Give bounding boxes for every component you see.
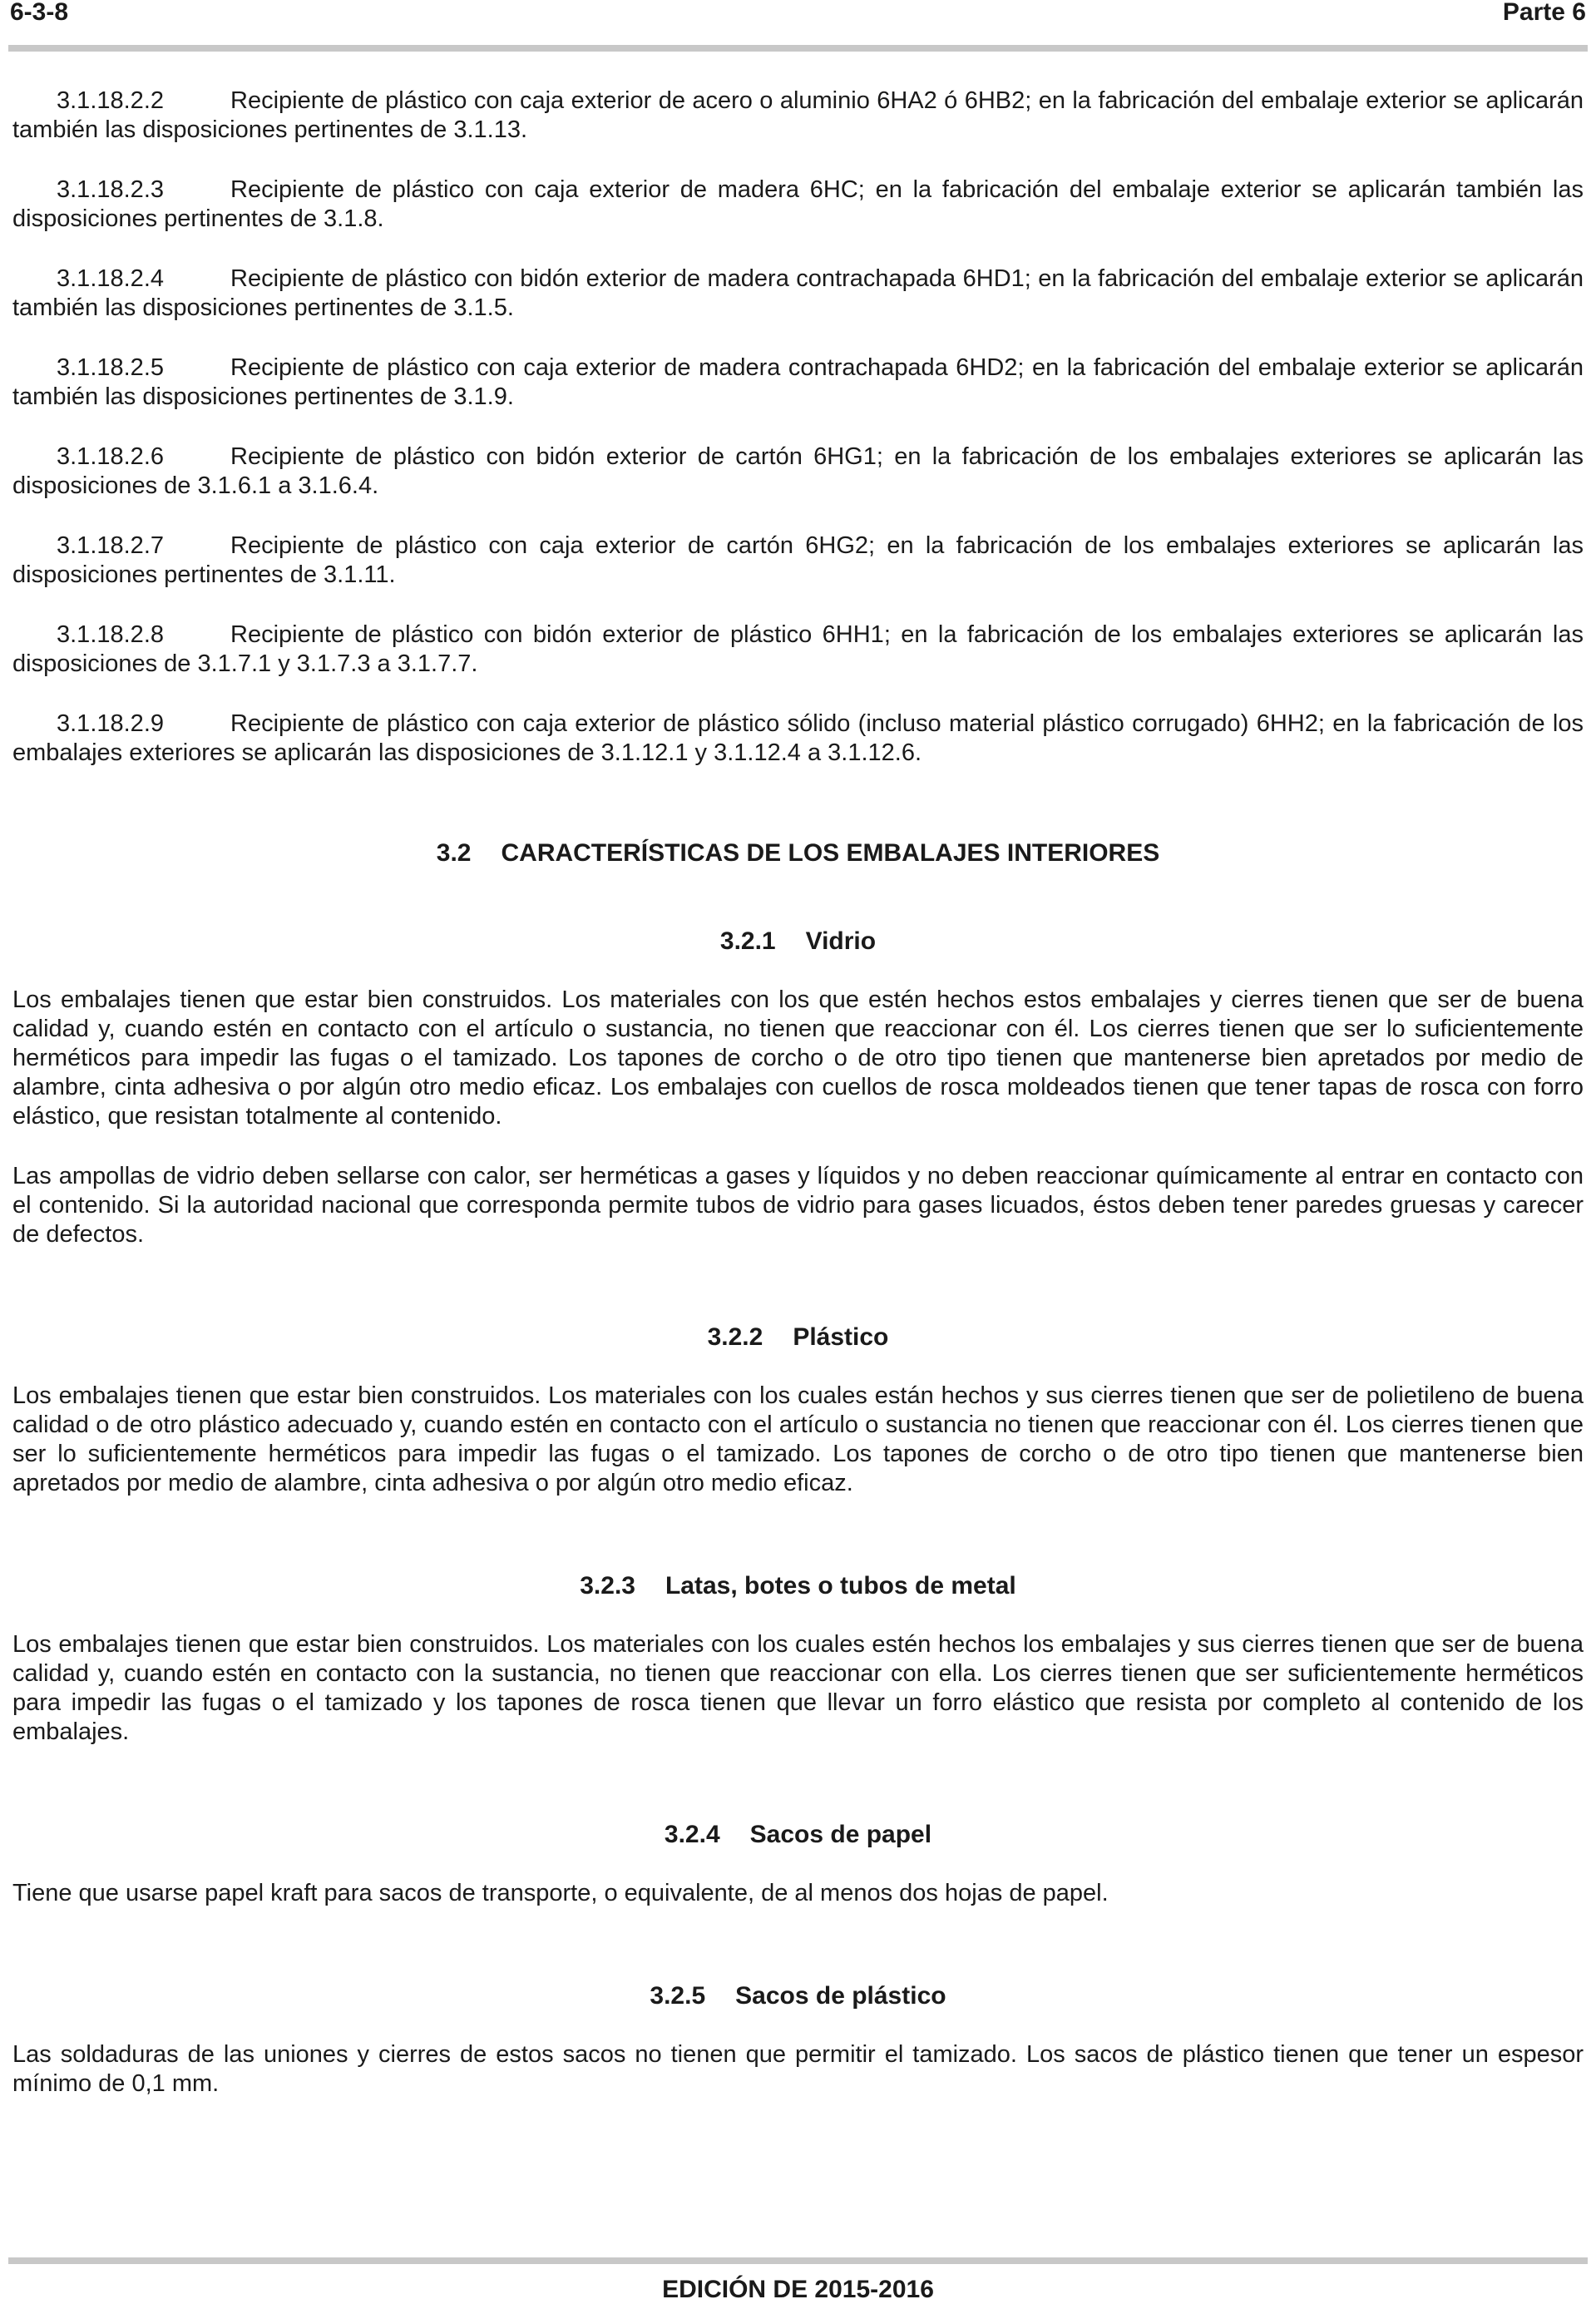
numbered-paragraph — [12, 532, 1584, 590]
section-title: CARACTERÍSTICAS DE LOS EMBALAJES INTERIORES — [501, 839, 1160, 867]
paragraph-number: 3.1.18.2.7 — [57, 532, 164, 559]
paragraph-number: 3.1.18.2.4 — [57, 265, 164, 292]
subsection-heading — [12, 1323, 1584, 1352]
paragraph-text: Recipiente de plástico con caja exterior de madera contrachapada 6HD2; en la fabricación del embalaje exterior se aplicarán también las disposiciones pertinentes de 3.1.9. — [12, 354, 1584, 410]
numbered-paragraph — [12, 443, 1584, 501]
numbered-paragraph — [12, 710, 1584, 768]
subsection-number: 3.2.4 — [664, 1821, 720, 1848]
subsection-number: 3.2.1 — [719, 927, 776, 955]
subsection-number: 3.2.2 — [707, 1323, 763, 1351]
numbered-paragraph — [12, 176, 1584, 234]
body-paragraph: Los embalajes tienen que estar bien construidos. Los materiales con los cuales estén hechos los embalajes y sus cierres tienen que ser de buena calidad y, cuando estén en contacto con la sustancia, no tienen que reaccionar con ella. Los cierres tienen que ser suficientemente herméticos para impedir las fugas o el tamizado y los tapones de rosca tienen que llevar un forro elástico que resista por completo al contenido de los embalajes. — [12, 1631, 1584, 1745]
paragraph-text: Recipiente de plástico con caja exterior de cartón 6HG2; en la fabricación de los embalajes exteriores se aplicarán las disposiciones pertinentes de 3.1.11. — [12, 532, 1584, 588]
page-number: 6-3-8 — [10, 0, 69, 26]
paragraph-text: Recipiente de plástico con bidón exterior de plástico 6HH1; en la fabricación de los embalajes exteriores se aplicarán las disposiciones de 3.1.7.1 y 3.1.7.3 a 3.1.7.7. — [12, 621, 1584, 677]
subsection-number: 3.2.5 — [650, 1982, 706, 2010]
subsection-number: 3.2.3 — [580, 1572, 635, 1599]
paragraph-number: 3.1.18.2.5 — [57, 354, 164, 381]
header-rule — [8, 45, 1588, 52]
paragraph-text: Recipiente de plástico con caja exterior de plástico sólido (incluso material plástico corrugado) 6HH2; en la fabricación de los embalajes exteriores se aplicarán las disposiciones de 3.1.12.1 y 3.1.12.4 a 3.1.12.6. — [12, 710, 1584, 766]
body-paragraph: Tiene que usarse papel kraft para sacos de transporte, o equivalente, de al menos dos hojas de papel. — [12, 1880, 1109, 1906]
section-number: 3.2 — [436, 839, 472, 867]
subsection-title: Latas, botes o tubos de metal — [665, 1572, 1016, 1599]
paragraph-number: 3.1.18.2.2 — [57, 87, 164, 114]
paragraph-text: Recipiente de plástico con caja exterior de acero o aluminio 6HA2 ó 6HB2; en la fabricación del embalaje exterior se aplicarán también las disposiciones pertinentes de 3.1.13. — [12, 87, 1584, 143]
part-label: Parte 6 — [1502, 0, 1586, 26]
paragraph-text: Recipiente de plástico con bidón exterior de madera contrachapada 6HD1; en la fabricación del embalaje exterior se aplicarán también las disposiciones pertinentes de 3.1.5. — [12, 265, 1584, 321]
numbered-paragraph — [12, 354, 1584, 412]
numbered-paragraph — [12, 265, 1584, 323]
subsection-heading — [12, 1571, 1584, 1601]
body-paragraph: Los embalajes tienen que estar bien construidos. Los materiales con los que estén hechos estos embalajes y cierres tienen que ser de buena calidad y, cuando estén en contacto con el artículo o sustancia, no tienen que reaccionar con él. Los cierres tienen que ser lo suficientemente herméticos para impedir las fugas o el tamizado. Los tapones de corcho o de otro tipo tienen que mantenerse bien apretados por medio de alambre, cinta adhesiva o por algún otro medio eficaz. Los embalajes con cuellos de rosca moldeados tienen que tener tapas de rosca con forro elástico, que resistan totalmente al contenido. — [12, 986, 1584, 1130]
section-heading — [12, 838, 1584, 868]
subsection-heading — [12, 1820, 1584, 1850]
body-paragraph: Las soldaduras de las uniones y cierres de estos sacos no tienen que permitir el tamizado. Los sacos de plástico tienen que tener un espesor mínimo de 0,1 mm. — [12, 2041, 1584, 2097]
paragraph-number: 3.1.18.2.3 — [57, 176, 164, 203]
edition-footer: EDICIÓN DE 2015-2016 — [662, 2276, 934, 2303]
subsection-title: Sacos de plástico — [735, 1982, 946, 2010]
paragraph-number: 3.1.18.2.6 — [57, 443, 164, 470]
numbered-paragraph — [12, 87, 1584, 145]
page-header — [10, 0, 1586, 37]
paragraph-text: Recipiente de plástico con caja exterior de madera 6HC; en la fabricación del embalaje exterior se aplicarán también las disposiciones pertinentes de 3.1.8. — [12, 176, 1584, 232]
body-paragraph: Las ampollas de vidrio deben sellarse con calor, ser herméticas a gases y líquidos y no deben reaccionar químicamente al entrar en contacto con el contenido. Si la autoridad nacional que corresponda permite tubos de vidrio para gases licuados, éstos deben tener paredes gruesas y carecer de defectos. — [12, 1163, 1584, 1248]
subsection-title: Sacos de papel — [749, 1821, 932, 1848]
subsection-heading — [12, 1981, 1584, 2011]
body-paragraph: Los embalajes tienen que estar bien construidos. Los materiales con los cuales están hechos y sus cierres tienen que ser de polietileno de buena calidad o de otro plástico adecuado y, cuando estén en contacto con el artículo o sustancia no tienen que reaccionar con él. Los cierres tienen que ser lo suficientemente herméticos para impedir las fugas o el tamizado. Los tapones de corcho o de otro tipo tienen que mantenerse bien apretados por medio de alambre, cinta adhesiva o por algún otro medio eficaz. — [12, 1382, 1584, 1496]
subsection-title: Plástico — [793, 1323, 889, 1351]
subsection-heading — [12, 927, 1584, 957]
numbered-paragraph — [12, 621, 1584, 679]
paragraph-text: Recipiente de plástico con bidón exterior de cartón 6HG1; en la fabricación de los embalajes exteriores se aplicarán las disposiciones de 3.1.6.1 a 3.1.6.4. — [12, 443, 1584, 499]
subsection-title: Vidrio — [805, 927, 877, 955]
page-content — [12, 87, 1584, 2129]
paragraph-number: 3.1.18.2.9 — [57, 710, 164, 737]
paragraph-number: 3.1.18.2.8 — [57, 621, 164, 648]
footer-rule — [8, 2257, 1588, 2264]
